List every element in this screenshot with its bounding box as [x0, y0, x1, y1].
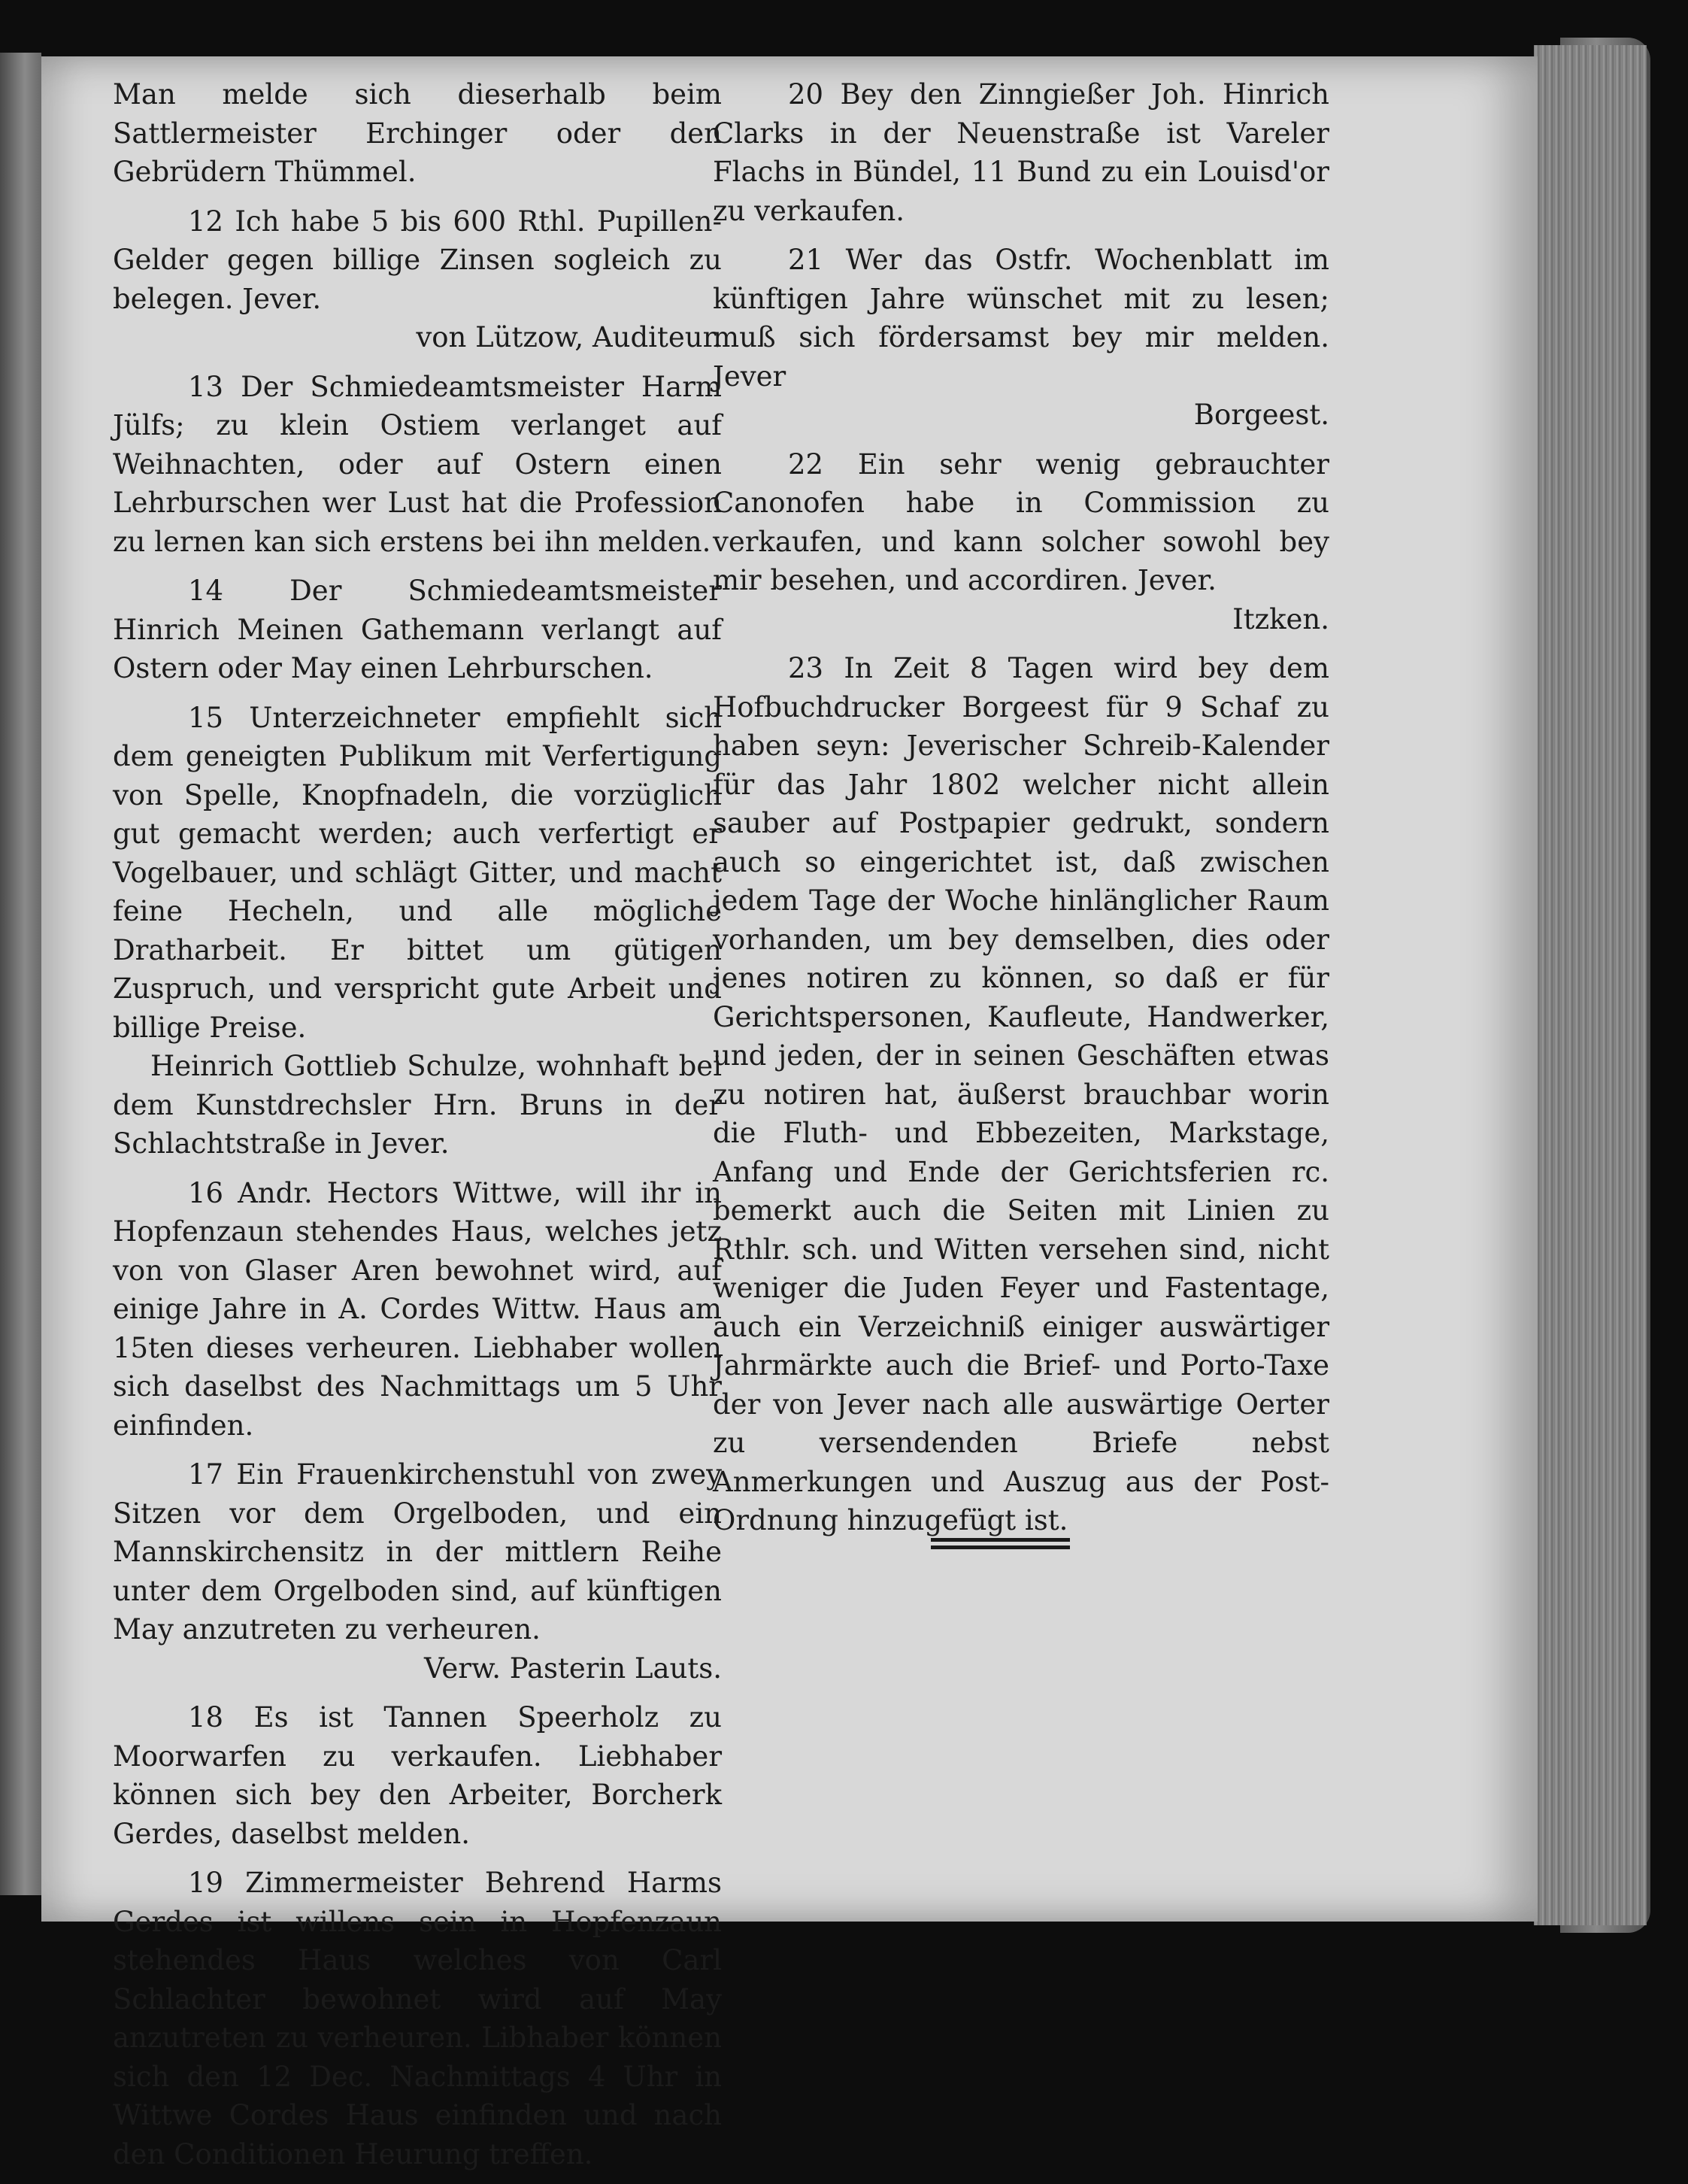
notice-15-signature: Heinrich Gottlieb Schulze, wohnhaft bei dem Kunstdrechsler Hrn. Bruns in der Schlachtstraße in Jever.	[113, 1050, 722, 1160]
notice-19: 19 Zimmermeister Behrend Harms Gerdes ist willens sein in Hopfenzaun stehendes Haus welches von Carl Schlachter bewohnet wird auf May anzutreten zu verheuren. Libhaber können sich den 12 Dec. Nachmittags 4 Uhr in Wittwe Cordes Haus einfinden und nach den Conditionen Heurung treffen.	[113, 1867, 722, 2170]
notice-17-signature: Verw. Pasterin Lauts.	[424, 1652, 722, 1685]
left-column	[113, 75, 722, 2184]
notice-13: 13 Der Schmiedeamtsmeister Harm Jülfs; zu klein Ostiem verlanget auf Weihnachten, oder auf Ostern einen Lehrburschen wer Lust hat die Profession zu lernen kan sich erstens bei ihn melden.	[113, 370, 722, 558]
notice-12: 12 Ich habe 5 bis 600 Rthl. Pupillen-Gelder gegen billige Zinsen sogleich zu belegen. Jever. von Lützow, Auditeur.	[113, 202, 722, 357]
right-column	[713, 75, 1329, 1551]
notice-continuation: Man melde sich dieserhalb beim Sattlermeister Erchinger oder den Gebrüdern Thümmel.	[113, 78, 722, 188]
notice-22-signature: Itzken.	[1232, 602, 1329, 635]
notice-12-signature: von Lützow, Auditeur.	[416, 321, 722, 353]
section-end-rule	[931, 1538, 1070, 1550]
notice-20: 20 Bey den Zinngießer Joh. Hinrich Clarks in der Neuenstraße ist Vareler Flachs in Bündel, 11 Bund zu ein Louisd'or zu verkaufen.	[713, 78, 1329, 227]
notice-22: 22 Ein sehr wenig gebrauchter Canonofen habe in Commission zu verkaufen, und kann solcher sowohl bey mir besehen, und accordiren. Jever. Itzken.	[713, 445, 1329, 639]
notice-16: 16 Andr. Hectors Wittwe, will ihr in Hopfenzaun stehendes Haus, welches jetz von von Glaser Aren bewohnet wird, auf einige Jahre in A. Cordes Wittw. Haus am 15ten dieses verheuren. Liebhaber wollen sich daselbst des Nachmittags um 5 Uhr einfinden.	[113, 1176, 722, 1442]
notice-21-signature: Borgeest.	[1193, 399, 1329, 431]
notice-23: 23 In Zeit 8 Tagen wird bey dem Hofbuchdrucker Borgeest für 9 Schaf zu haben seyn: Jeverischer Schreib-Kalender für das Jahr 1802 welcher nicht allein sauber auf Postpapier gedrukt, sondern auch so eingerichtet ist, daß zwischen jedem Tage der Woche hinlänglicher Raum vorhanden, um bey demselben, dies oder jenes notiren zu können, so daß er für Gerichtspersonen, Kaufleute, Handwerker, und jeden, der in seinen Geschäften etwas zu notiren hat, äußerst brauchbar worin die Fluth- und Ebbezeiten, Markstage, Anfang und Ende der Gerichtsferien rc. bemerkt auch die Seiten mit Linien zu Rthlr. sch. und Witten versehen sind, nicht weniger die Juden Feyer und Fastentage, auch ein Verzeichniß einiger auswärtiger Jahrmärkte auch die Brief- und Porto-Taxe der von Jever nach alle auswärtige Oerter zu versendenden Briefe nebst Anmerkungen und Auszug aus der Post-Ordnung hinzugefügt ist.	[713, 652, 1329, 1536]
notice-21: 21 Wer das Ostfr. Wochenblatt im künftigen Jahre wünschet mit zu lesen; muß sich fördersamst bey mir melden. Jever Borgeest.	[713, 241, 1329, 435]
notice-18: 18 Es ist Tannen Speerholz zu Moorwarfen zu verkaufen. Liebhaber können sich bey den Arbeiter, Borcherk Gerdes, daselbst melden.	[113, 1701, 722, 1850]
notice-14: 14 Der Schmiedeamtsmeister Hinrich Meinen Gathemann verlangt auf Ostern oder May einen Lehrburschen.	[113, 575, 722, 684]
notice-15: 15 Unterzeichneter empfiehlt sich dem geneigten Publikum mit Verfertigung von Spelle, Knopfnadeln, die vorzüglich gut gemacht werden; auch verfertigt er Vogelbauer, und schlägt Gitter, und macht feine Hecheln, und alle mögliche Dratharbeit. Er bittet um gütigen Zuspruch, und verspricht gute Arbeit und billige Preise. Heinrich Gottlieb Schulze, wohnhaft bei dem Kunstdrechsler Hrn. Bruns in der Schlachtstraße in Jever.	[113, 699, 722, 1163]
page-stack-edge	[1534, 45, 1647, 1925]
left-page-edge	[0, 53, 41, 1895]
notice-17: 17 Ein Frauenkirchenstuhl von zwey Sitzen vor dem Orgelboden, und ein Mannskirchensitz in der mittlern Reihe unter dem Orgelboden sind, auf künftigen May anzutreten zu verheuren. Verw. Pasterin Lauts.	[113, 1455, 722, 1688]
